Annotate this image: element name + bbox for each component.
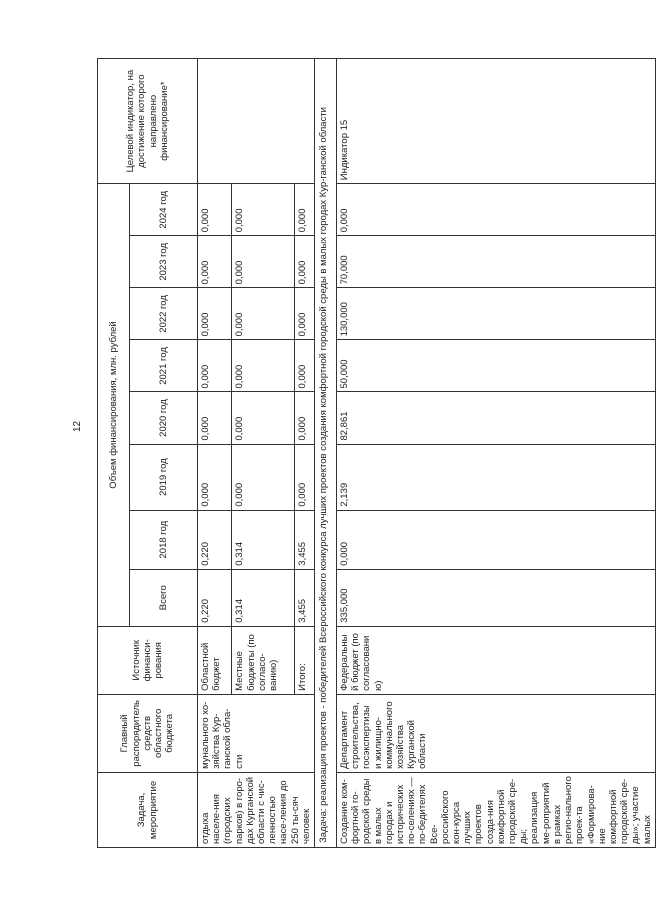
header-distributor: Главный распорядитель средств областного бюджета (98, 694, 198, 772)
block1-2022: 0,000 (232, 288, 294, 340)
block1-2022: 0,000 (294, 288, 314, 340)
block2-task: Создание ком-фортной го-родской среды в малых городах и исторических по-селениях — по-бедителях Все-российского кон-курса лучших проектов созда-ния комфортной городской сре-ды; реализация ме-роприятий в рамках регио-нального проек-та «Формирова-ние комфортной городской сре-ды»; участие малых (337, 772, 656, 847)
block1-2024: 0,000 (232, 184, 294, 236)
table-row (315, 59, 337, 848)
block2-2023: 70,000 (337, 236, 656, 288)
block2-2018: 0,000 (337, 510, 656, 569)
block1-source: Местные бюджеты (по согласо-ванию) (232, 626, 294, 694)
block2-2020: 82,861 (337, 392, 656, 444)
block1-2020: 0,000 (294, 392, 314, 444)
block1-2019: 0,000 (198, 444, 232, 510)
block1-2021: 0,000 (294, 340, 314, 392)
header-2024: 2024 год (130, 184, 198, 236)
task2-title: Задача: реализация проектов - победителей Всероссийского конкурса лучших проектов создания комфортной городской среды в малых городах Кур-ганской области (315, 59, 337, 848)
funding-table (97, 58, 656, 848)
block1-source: Областной бюджет (198, 626, 232, 694)
funding-table-sheet (97, 58, 653, 848)
header-task: Задача, мероприятие (98, 772, 198, 847)
page-number: 12 (72, 420, 83, 432)
block1-distributor: мунального хо-зяйства Кур-ганской обла-сти (198, 694, 315, 772)
block2-2019: 2,139 (337, 444, 656, 510)
block1-2024: 0,000 (198, 184, 232, 236)
block1-2023: 0,000 (294, 236, 314, 288)
block1-2019: 0,000 (232, 444, 294, 510)
block1-total: 3,455 (294, 569, 314, 626)
block1-2020: 0,000 (198, 392, 232, 444)
header-funding-group: Объем финансирования, млн. рублей (98, 184, 130, 627)
header-2018: 2018 год (130, 510, 198, 569)
block1-2022: 0,000 (198, 288, 232, 340)
block2-2021: 50,000 (337, 340, 656, 392)
header-2019: 2019 год (130, 444, 198, 510)
block1-2021: 0,000 (198, 340, 232, 392)
table-row (337, 59, 656, 848)
header-2021: 2021 год (130, 340, 198, 392)
block1-2020: 0,000 (232, 392, 294, 444)
block2-indicator: Индикатор 15 (337, 59, 656, 184)
header-total: Всего (130, 569, 198, 626)
block1-2023: 0,000 (232, 236, 294, 288)
block2-2024: 0,000 (337, 184, 656, 236)
block1-2018: 3,455 (294, 510, 314, 569)
block1-source: Итого: (294, 626, 314, 694)
block2-distributor: Департамент строительства, госэкспертизы и жилищно-коммунального хозяйства Курганской области (337, 694, 656, 772)
header-2020: 2020 год (130, 392, 198, 444)
block1-2021: 0,000 (232, 340, 294, 392)
block1-2024: 0,000 (294, 184, 314, 236)
block1-2018: 0,314 (232, 510, 294, 569)
block1-2018: 0,220 (198, 510, 232, 569)
header-2022: 2022 год (130, 288, 198, 340)
block1-total: 0,220 (198, 569, 232, 626)
block1-task: отдыха населе-ния (городских парков) в горо-дах Курганской области с чис-ленностью насе-ления до 250 ты-сяч человек (198, 772, 315, 847)
block2-source: Федеральны й бюджет (по согласовани ю) (337, 626, 656, 694)
header-source: Источник финанси-рования (98, 626, 198, 694)
table-row (198, 59, 232, 848)
header-2023: 2023 год (130, 236, 198, 288)
block1-2019: 0,000 (294, 444, 314, 510)
block1-2023: 0,000 (198, 236, 232, 288)
block2-total: 335,000 (337, 569, 656, 626)
block1-indicator (198, 59, 315, 184)
block1-total: 0,314 (232, 569, 294, 626)
header-indicator: Целевой индикатор, на достижение которого направлено финансирование* (98, 59, 198, 184)
block2-2022: 130,000 (337, 288, 656, 340)
